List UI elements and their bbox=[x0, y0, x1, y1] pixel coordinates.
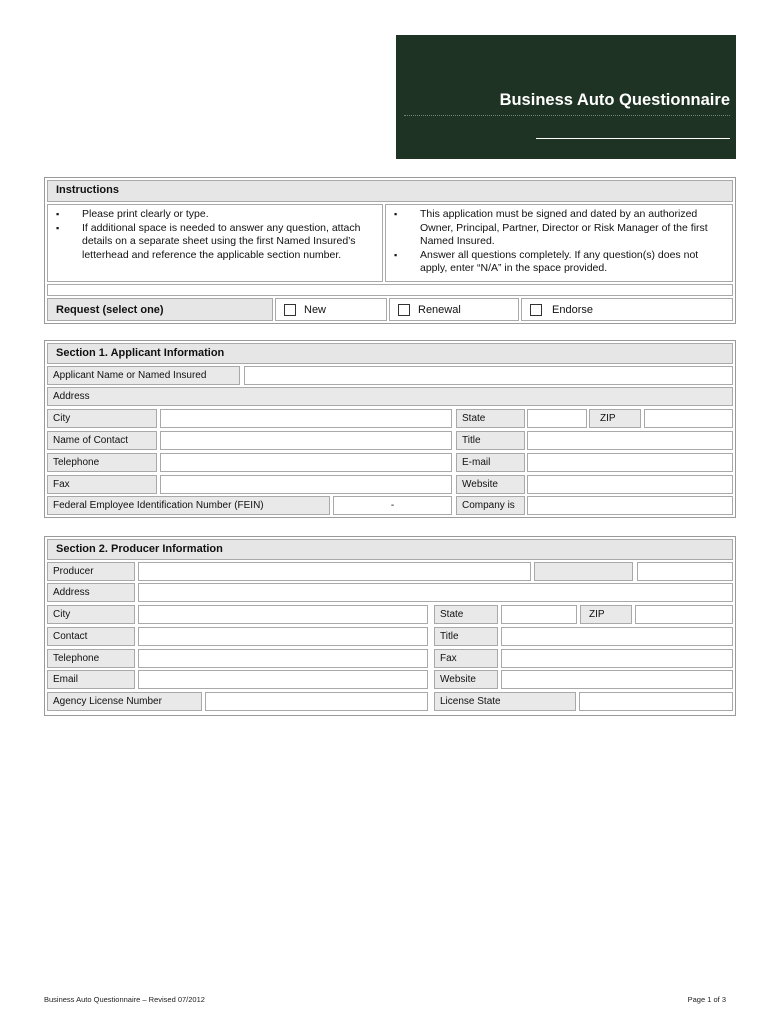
website-field[interactable] bbox=[527, 475, 733, 494]
producer-title-field[interactable] bbox=[501, 627, 733, 646]
producer-fax-label: Fax bbox=[434, 649, 498, 668]
fein-label: Federal Employee Identification Number (FEIN) bbox=[47, 496, 330, 515]
document-title: Business Auto Questionnaire bbox=[499, 91, 730, 109]
license-state-field[interactable] bbox=[579, 692, 733, 711]
telephone-label: Telephone bbox=[47, 453, 157, 472]
producer-telephone-field[interactable] bbox=[138, 649, 428, 668]
header-dotted-rule bbox=[404, 115, 730, 116]
section1-heading: Section 1. Applicant Information bbox=[47, 343, 733, 364]
agency-license-field[interactable] bbox=[205, 692, 428, 711]
producer-state-field[interactable] bbox=[501, 605, 577, 624]
company-is-label: Company is bbox=[456, 496, 525, 515]
zip-label: ZIP bbox=[589, 409, 641, 428]
footer-page-number: Page 1 of 3 bbox=[687, 995, 726, 1004]
producer-contact-label: Contact bbox=[47, 627, 135, 646]
applicant-name-label: Applicant Name or Named Insured bbox=[47, 366, 240, 385]
producer-label: Producer bbox=[47, 562, 135, 581]
header-underline bbox=[536, 138, 730, 139]
request-endorse-option[interactable] bbox=[521, 298, 733, 321]
instructions-left bbox=[47, 204, 383, 282]
fein-field[interactable] bbox=[333, 496, 452, 515]
request-new-option[interactable] bbox=[275, 298, 387, 321]
contact-name-label: Name of Contact bbox=[47, 431, 157, 450]
city-field[interactable] bbox=[160, 409, 452, 428]
producer-address-field[interactable] bbox=[138, 583, 733, 602]
agency-license-label: Agency License Number bbox=[47, 692, 202, 711]
spacer-row bbox=[47, 284, 733, 296]
email-field[interactable] bbox=[527, 453, 733, 472]
contact-name-field[interactable] bbox=[160, 431, 452, 450]
producer-zip-field[interactable] bbox=[635, 605, 733, 624]
request-endorse-label: Endorse bbox=[552, 303, 593, 316]
address-label: Address bbox=[47, 387, 733, 406]
producer-website-field[interactable] bbox=[501, 670, 733, 689]
state-label: State bbox=[456, 409, 525, 428]
producer-field[interactable] bbox=[138, 562, 531, 581]
website-label: Website bbox=[456, 475, 525, 494]
request-renewal-label: Renewal bbox=[418, 303, 461, 316]
city-label: City bbox=[47, 409, 157, 428]
checkbox-new[interactable] bbox=[284, 304, 296, 316]
instructions-heading: Instructions bbox=[47, 180, 733, 202]
producer-contact-field[interactable] bbox=[138, 627, 428, 646]
producer-email-field[interactable] bbox=[138, 670, 428, 689]
producer-code-field[interactable] bbox=[637, 562, 733, 581]
instructions-right bbox=[385, 204, 733, 282]
producer-city-label: City bbox=[47, 605, 135, 624]
instruction-item: ▪ Please print clearly or type. bbox=[56, 208, 378, 222]
producer-state-label: State bbox=[434, 605, 498, 624]
request-new-label: New bbox=[304, 303, 327, 316]
checkbox-endorse[interactable] bbox=[530, 304, 542, 316]
company-is-field[interactable] bbox=[527, 496, 733, 515]
instruction-item: ▪ Answer all questions completely. If any question(s) does not apply, enter “N/A” in the space provided. bbox=[394, 249, 728, 276]
producer-address-label: Address bbox=[47, 583, 135, 602]
producer-code-label bbox=[534, 562, 633, 581]
section2-producer-table bbox=[44, 536, 736, 716]
zip-field[interactable] bbox=[644, 409, 733, 428]
header-banner bbox=[396, 35, 736, 159]
producer-website-label: Website bbox=[434, 670, 498, 689]
fax-label: Fax bbox=[47, 475, 157, 494]
checkbox-renewal[interactable] bbox=[398, 304, 410, 316]
producer-zip-label: ZIP bbox=[580, 605, 632, 624]
instructions-table bbox=[44, 177, 736, 324]
request-label: Request (select one) bbox=[47, 298, 273, 321]
license-state-label: License State bbox=[434, 692, 576, 711]
applicant-name-field[interactable] bbox=[244, 366, 733, 385]
producer-city-field[interactable] bbox=[138, 605, 428, 624]
email-label: E-mail bbox=[456, 453, 525, 472]
section1-applicant-table bbox=[44, 340, 736, 518]
title-label: Title bbox=[456, 431, 525, 450]
state-field[interactable] bbox=[527, 409, 587, 428]
fein-separator: - bbox=[390, 500, 395, 511]
instruction-item: ▪ If additional space is needed to answer any question, attach details on a separate sheet using the first Named Insured’s letterhead and reference the applicable section number. bbox=[56, 222, 378, 263]
producer-telephone-label: Telephone bbox=[47, 649, 135, 668]
fax-field[interactable] bbox=[160, 475, 452, 494]
instruction-item: ▪ This application must be signed and dated by an authorized Owner, Principal, Partner, Director or Risk Manager of the first Named Insured. bbox=[394, 208, 728, 249]
title-field[interactable] bbox=[527, 431, 733, 450]
producer-title-label: Title bbox=[434, 627, 498, 646]
footer-revision: Business Auto Questionnaire – Revised 07/2012 bbox=[44, 995, 205, 1004]
request-renewal-option[interactable] bbox=[389, 298, 519, 321]
producer-email-label: Email bbox=[47, 670, 135, 689]
section2-heading: Section 2. Producer Information bbox=[47, 539, 733, 560]
producer-fax-field[interactable] bbox=[501, 649, 733, 668]
telephone-field[interactable] bbox=[160, 453, 452, 472]
